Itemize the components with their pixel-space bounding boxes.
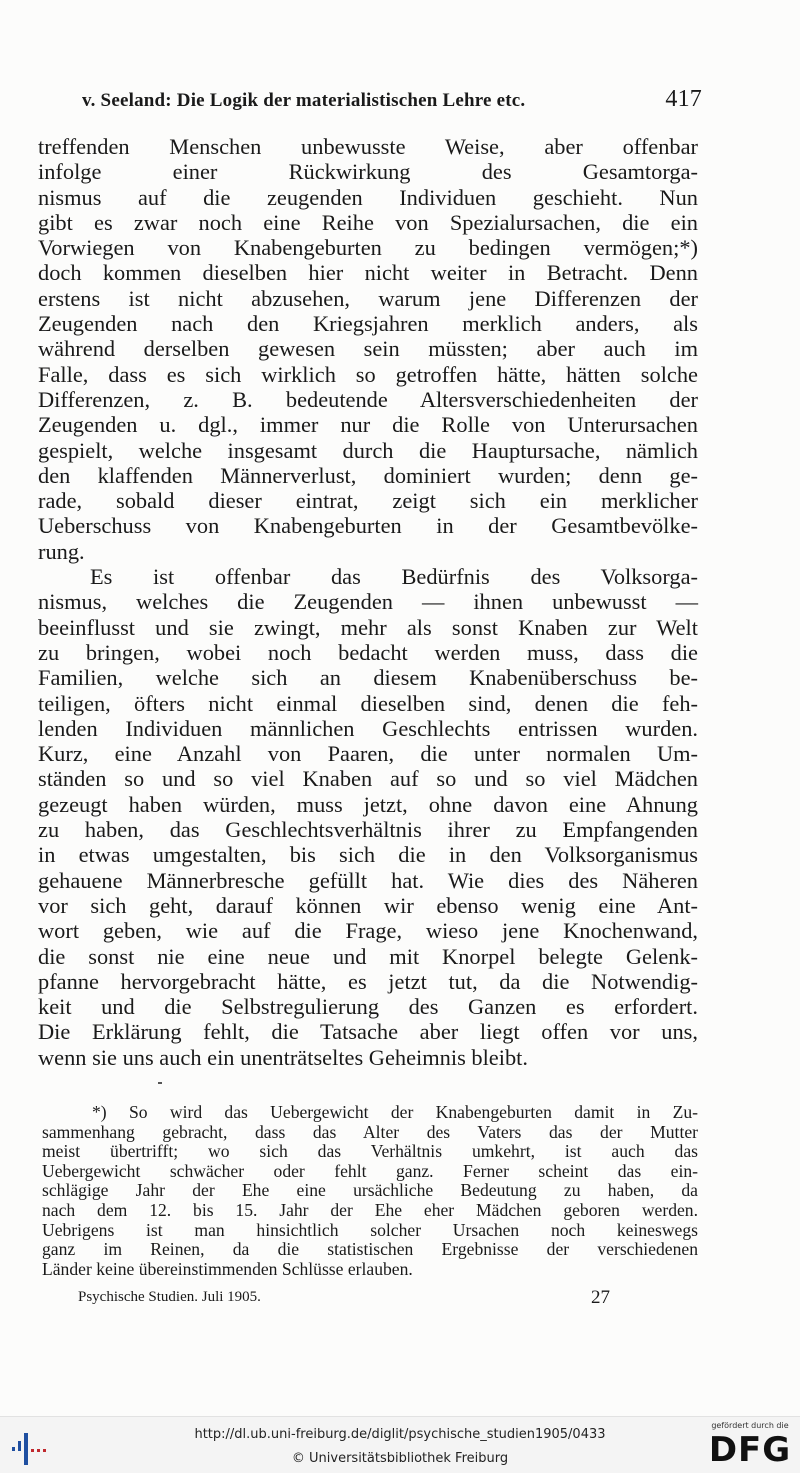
footnote-line: meist übertrifft; wo sich das Verhältnis umkehrt, ist auch das [42, 1141, 698, 1162]
footnote-line: Länder keine übereinstimmenden Schlüsse erlauben. [42, 1258, 413, 1279]
text-line: treffenden Menschen unbewusste Weise, aber offenbar [38, 134, 698, 159]
text-line: wenn sie uns auch ein unenträtseltes Geheimnis bleibt. [38, 1044, 528, 1070]
dfg-caption: gefördert durch die [711, 1421, 789, 1430]
text-line: Ueberschuss von Knabengeburten in der Gesamtbevölke- [38, 513, 698, 539]
text-line: zu bringen, wobei noch bedacht werden muss, dass die [38, 639, 698, 665]
text-line: Es ist offenbar das Bedürfnis des Volksorga- [90, 564, 698, 590]
text-line: lenden Individuen männlichen Geschlechts entrissen wurden. [38, 715, 698, 741]
text-line: gibt es zwar noch eine Reihe von Spezialursachen, die ein [38, 209, 698, 235]
text-line: Kurz, eine Anzahl von Paaren, die unter normalen Um- [38, 741, 698, 767]
footnote [42, 1103, 698, 1279]
text-line: die sonst nie eine neue und mit Knorpel belegte Gelenk- [38, 943, 698, 969]
text-line: nismus, welches die Zeugenden — ihnen unbewusst — [38, 589, 698, 615]
text-line: gespielt, welche insgesamt durch die Hauptursache, nämlich [38, 437, 698, 463]
signature-line [78, 1287, 610, 1309]
footnote-line: ganz im Reinen, da die statistischen Ergebnisse der verschiedenen [42, 1239, 698, 1260]
text-line: Differenzen, z. B. bedeutende Altersverschiedenheiten der [38, 386, 698, 412]
text-line: Vorwiegen von Knabengeburten zu bedingen vermögen;*) [38, 235, 698, 261]
text-line: gezeugt haben würden, muss jetzt, ohne davon eine Ahnung [38, 791, 698, 817]
page-number: 417 [665, 86, 702, 112]
footnote-line: schlägige Jahr der Ehe eine ursächliche Bedeutung zu haben, da [42, 1180, 698, 1201]
body-text [38, 134, 698, 1070]
footnote-rule [158, 1082, 162, 1084]
text-line: zu haben, das Geschlechtsverhältnis ihrer zu Empfangenden [38, 817, 698, 843]
text-line: nismus auf die zeugenden Individuen geschieht. Nun [38, 184, 698, 210]
footnote-line: *) So wird das Uebergewicht der Knabengeburten damit in Zu- [92, 1102, 698, 1122]
text-line: während derselben gewesen sein müssten; aber auch im [38, 336, 698, 362]
text-line: rade, sobald dieser eintrat, zeigt sich ein merklicher [38, 488, 698, 514]
text-line: erstens ist nicht abzusehen, warum jene Differenzen der [38, 285, 698, 311]
text-line: Die Erklärung fehlt, die Tatsache aber liegt offen vor uns, [38, 1019, 698, 1045]
text-line: doch kommen dieselben hier nicht weiter in Betracht. Denn [38, 260, 698, 286]
footnote-line: sammenhang gebracht, dass das Alter des Vaters das der Mutter [42, 1121, 698, 1142]
footnote-line: nach dem 12. bis 15. Jahr der Ehe eher Mädchen geboren werden. [42, 1199, 698, 1220]
text-line: vor sich geht, darauf können wir ebenso wenig eine Ant- [38, 892, 698, 918]
dfg-logo-text: DFG [708, 1430, 792, 1470]
text-line: gehauene Männerbresche gefüllt hat. Wie dies des Näheren [38, 867, 698, 893]
text-line: Zeugenden u. dgl., immer nur die Rolle von Unterursachen [38, 412, 698, 438]
text-line: den klaffenden Männerverlust, dominiert wurden; denn ge- [38, 462, 698, 488]
text-line: Falle, dass es sich wirklich so getroffen hätte, hätten solche [38, 361, 698, 387]
text-line: pfanne hervorgebracht hätte, es jetzt tut, da die Notwendig- [38, 968, 698, 994]
document-url[interactable]: http://dl.ub.uni-freiburg.de/diglit/psychische_studien1905/0433 [194, 1427, 606, 1442]
running-title: v. Seeland: Die Logik der materialistischen Lehre etc. [82, 90, 526, 111]
footnote-line: Uebrigens ist man hinsichtlich solcher Ursachen noch keineswegs [42, 1219, 698, 1240]
journal-signature: Psychische Studien. Juli 1905. [78, 1289, 261, 1305]
text-line: Zeugenden nach den Kriegsjahren merklich anders, als [38, 311, 698, 337]
text-line: wort geben, wie auf die Frage, wieso jene Knochenwand, [38, 918, 698, 944]
running-head [82, 88, 702, 118]
text-line: in etwas umgestalten, bis sich die in den Volksorganismus [38, 842, 698, 868]
text-line: beeinflusst und sie zwingt, mehr als sonst Knaben zur Welt [38, 614, 698, 640]
text-line: infolge einer Rückwirkung des Gesamtorga- [38, 159, 698, 185]
sheet-number: 27 [591, 1287, 610, 1308]
copyright-notice: © Universitätsbibliothek Freiburg [291, 1451, 509, 1466]
text-line: keit und die Selbstregulierung des Ganzen es erfordert. [38, 994, 698, 1020]
text-line: ständen so und so viel Knaben auf so und so viel Mädchen [38, 766, 698, 792]
text-line: Familien, welche sich an diesem Knabenüberschuss be- [38, 665, 698, 691]
text-line: rung. [38, 538, 85, 564]
viewer-footer [0, 1416, 800, 1473]
dfg-logo [706, 1421, 794, 1471]
text-line: teiligen, öfters nicht einmal dieselben sind, denen die feh- [38, 690, 698, 716]
footnote-line: Uebergewicht schwächer oder fehlt ganz. Ferner scheint das ein- [42, 1160, 698, 1181]
